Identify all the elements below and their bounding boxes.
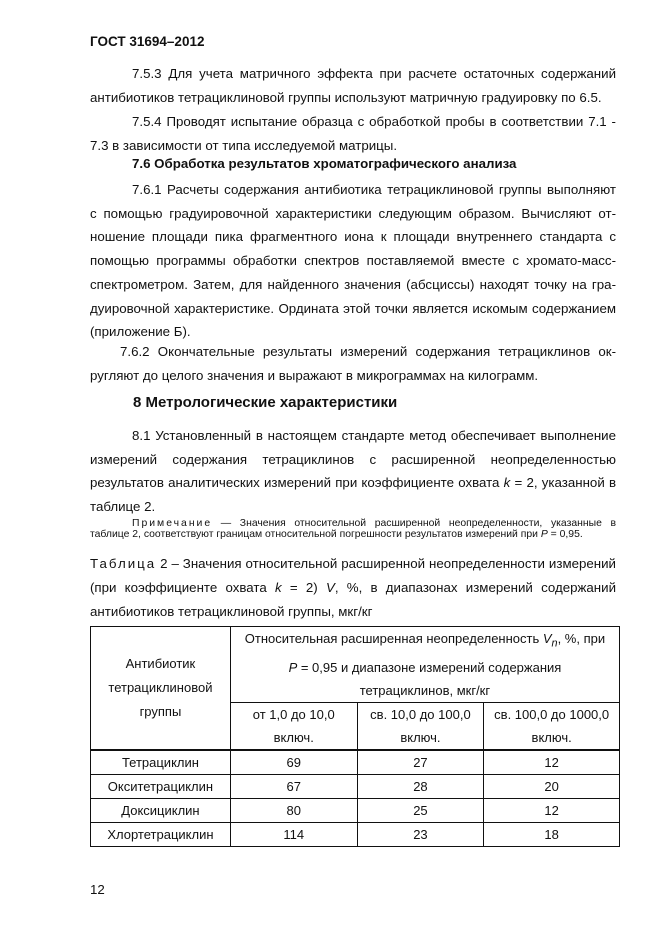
paragraph-8-1: 8.1 Установленный в настоящем стандарте метод обеспечивает выполнение измерений содержания тетрациклинов с расширенной неопределенностью результатов аналитических измерений при коэффициенте охвата k = 2, указанной в таблице 2. bbox=[90, 428, 617, 515]
range-header-3: св. 100,0 до 1000,0 включ. bbox=[484, 702, 620, 750]
range-header-2: св. 10,0 до 100,0 включ. bbox=[357, 702, 484, 750]
table-cell: 12 bbox=[484, 750, 620, 775]
table-row bbox=[91, 798, 620, 822]
range-header-1: от 1,0 до 10,0 включ. bbox=[230, 702, 357, 750]
table-row bbox=[91, 750, 620, 775]
table-cell: Хлортетрациклин bbox=[91, 822, 231, 846]
table-cell: 12 bbox=[484, 798, 620, 822]
section-heading-8: 8 Метрологические характеристики bbox=[133, 394, 398, 411]
paragraph-7-5-4: 7.5.4 Проводят испытание образца с обработкой пробы в соответствии 7.1 - 7.3 в зависимости от типа исследуемой матрицы. bbox=[90, 114, 616, 153]
document-code-header: ГОСТ 31694–2012 bbox=[90, 34, 205, 49]
table-caption: Таблица 2 – Значения относительной расширенной неопределенности измерений (при коэффициенте охвата k = 2) V, %, в диапазонах измерений содержаний антибиотиков тетрациклиновой группы, мкг/кг bbox=[90, 556, 617, 619]
table-cell: 20 bbox=[484, 774, 620, 798]
note-label: Примечание bbox=[132, 518, 213, 529]
uncertainty-table bbox=[90, 626, 620, 847]
table-row bbox=[91, 822, 620, 846]
table-cell: 27 bbox=[357, 750, 484, 775]
table-cell: Доксициклин bbox=[91, 798, 231, 822]
row-header-cell: Антибиотик тетрациклиновой группы bbox=[91, 627, 231, 750]
table-cell: Окситетрациклин bbox=[91, 774, 231, 798]
paragraph-7-6-1: 7.6.1 Расчеты содержания антибиотика тетрациклиновой группы выполняют с помощью градуировочной характеристики следующим образом. Вычисляют отношение площади пика фрагментного иона к площади внутреннего стандарта с помощью программы обработки спектров поставляемой вместе с хромато-массспектрометром. Затем, для найденного значения (абсциссы) находят точку на градуировочной характеристике. Ордината этой точки является искомым содержанием (приложение Б). bbox=[90, 182, 616, 340]
paragraph-7-6-2: 7.6.2 Окончательные результаты измерений содержания тетрациклинов округляют до целого значения и выражают в микрограммах на килограмм. bbox=[90, 344, 616, 383]
note-paragraph: Примечание — Значения относительной расширенной неопределенности, указанные в таблице 2, соответствуют границам относительной погрешности результатов измерений при P = 0,95. bbox=[90, 518, 616, 540]
table-cell: 23 bbox=[357, 822, 484, 846]
table-cell: 25 bbox=[357, 798, 484, 822]
group-header-cell: Относительная расширенная неопределенность $V_n$, %, при P = 0,95 и диапазоне измерений содержания тетрациклинов, мкг/кг bbox=[230, 627, 619, 703]
table-cell: 69 bbox=[230, 750, 357, 775]
table-caption-label: Таблица bbox=[90, 556, 157, 571]
table-cell: 28 bbox=[357, 774, 484, 798]
page-number: 12 bbox=[90, 882, 105, 897]
table-cell: 18 bbox=[484, 822, 620, 846]
table-cell: 114 bbox=[230, 822, 357, 846]
table-cell: 80 bbox=[230, 798, 357, 822]
table-row bbox=[91, 774, 620, 798]
paragraph-7-5-3: 7.5.3 Для учета матричного эффекта при расчете остаточных содержаний антибиотиков тетрациклиновой группы используют матричную градуировку по 6.5. bbox=[90, 66, 616, 105]
table-cell: 67 bbox=[230, 774, 357, 798]
subsection-heading-7-6: 7.6 Обработка результатов хроматографического анализа bbox=[132, 156, 517, 171]
table-cell: Тетрациклин bbox=[91, 750, 231, 775]
